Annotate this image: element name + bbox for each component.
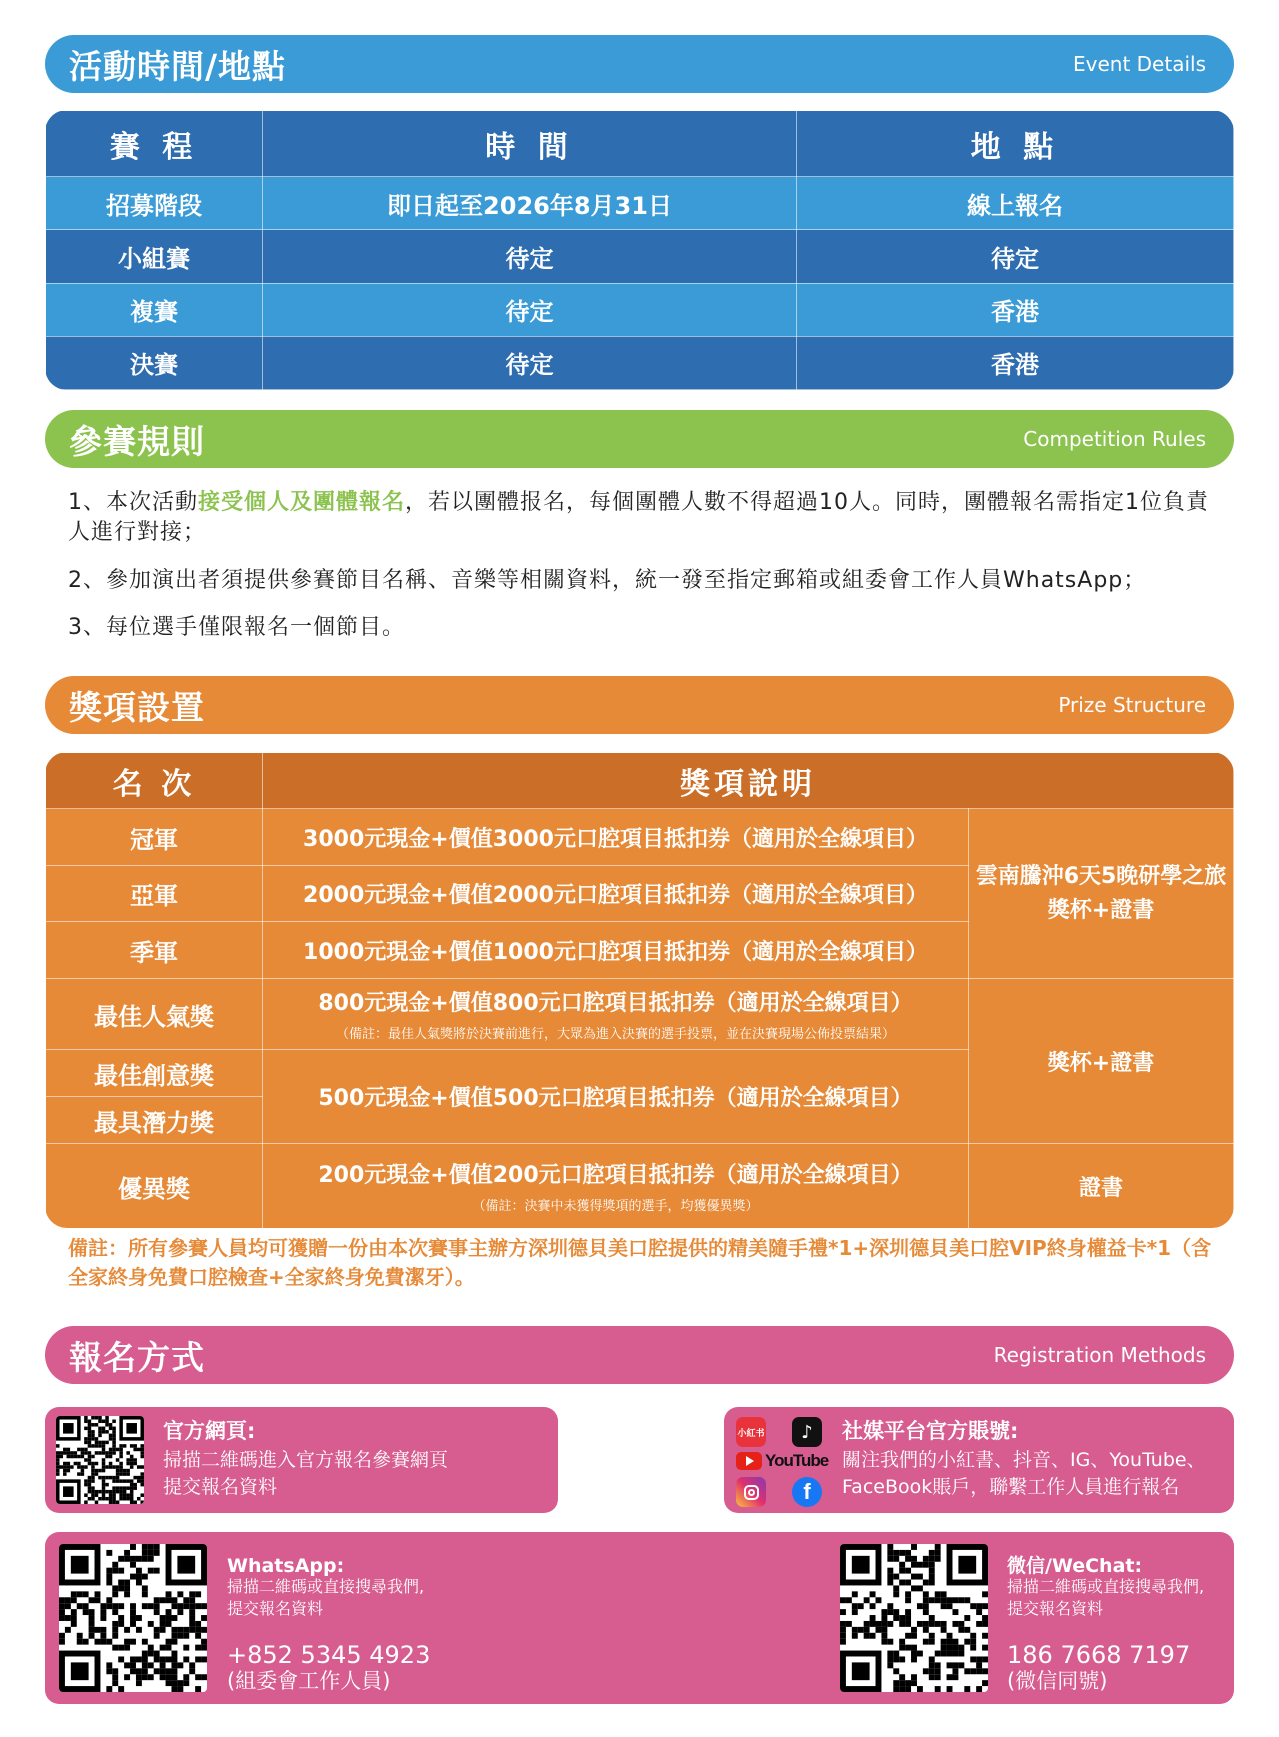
registration-title: 報名方式 (69, 1337, 205, 1377)
time-cell: 待定 (263, 230, 797, 283)
rank-merit: 優異獎 (46, 1144, 263, 1229)
top3-extra: 雲南騰沖6天5晚研學之旅 獎杯+證書 (969, 809, 1234, 979)
time-cell: 待定 (263, 336, 797, 389)
rules-banner (45, 410, 1234, 468)
header-desc: 獎項說明 (263, 753, 1234, 809)
desc-champion: 3000元現金+價值3000元口腔項目抵扣券（適用於全線項目） (263, 809, 969, 866)
merit-note: （備註：決賽中未獲得獎項的選手，均獲優異獎） (472, 1199, 759, 1214)
event-table (45, 110, 1234, 390)
facebook-icon[interactable]: f (792, 1477, 822, 1507)
rule-2: 2、參加演出者須提供參賽節目名稱、音樂等相關資料，統一發至指定郵箱或組委會工作人員WhatsApp； (68, 568, 1147, 593)
tiktok-icon[interactable]: ♪ (792, 1417, 822, 1447)
table-row (46, 230, 1234, 283)
rank-creative: 最佳創意獎 (46, 1050, 263, 1097)
merit-extra: 證書 (969, 1144, 1234, 1229)
event-banner (45, 35, 1234, 93)
stage-cell: 複賽 (46, 283, 263, 336)
whatsapp-line-1: 掃描二維碼或直接搜尋我們, (227, 1577, 425, 1596)
registration-banner (45, 1326, 1234, 1384)
mid-extra: 獎杯+證書 (969, 979, 1234, 1144)
prizes-en-title: Prize Structure (1058, 693, 1206, 717)
registration-en-title: Registration Methods (993, 1343, 1206, 1367)
rank-popular: 最佳人氣獎 (46, 979, 263, 1050)
wechat-phone[interactable]: 186 7668 7197 (微信同號) (1007, 1641, 1191, 1693)
table-row (46, 336, 1234, 389)
event-en-title: Event Details (1073, 52, 1206, 76)
desc-second: 2000元現金+價值2000元口腔項目抵扣券（適用於全線項目） (263, 866, 969, 922)
header-stage: 賽 程 (46, 111, 263, 177)
event-title: 活動時間/地點 (69, 46, 287, 86)
youtube-icon[interactable]: YouTube (736, 1451, 828, 1471)
place-cell: 香港 (797, 336, 1234, 389)
prizes-banner (45, 676, 1234, 734)
whatsapp-title: WhatsApp: (227, 1555, 345, 1577)
wechat-line-1: 掃描二維碼或直接搜尋我們, (1007, 1577, 1205, 1596)
table-row (46, 177, 1234, 230)
web-title: 官方網頁: (163, 1419, 256, 1443)
web-qr-code[interactable] (56, 1416, 144, 1504)
table-row (46, 809, 1234, 866)
rank-champion: 冠軍 (46, 809, 263, 866)
place-cell: 待定 (797, 230, 1234, 283)
header-rank: 名 次 (46, 753, 263, 809)
header-place: 地 點 (797, 111, 1234, 177)
popular-note: （備註：最佳人氣獎將於決賽前進行，大眾為進入決賽的選手投票，並在決賽現場公佈投票結果） (335, 1027, 895, 1042)
wechat-title: 微信/WeChat: (1007, 1555, 1143, 1577)
rules-en-title: Competition Rules (1023, 427, 1206, 451)
rule-3: 3、每位選手僅限報名一個節目。 (68, 615, 405, 640)
desc-popular: 800元現金+價值800元口腔項目抵扣券（適用於全線項目） （備註：最佳人氣獎將於決賽前進行，大眾為進入決賽的選手投票，並在決賽現場公佈投票結果） (263, 979, 969, 1050)
table-row (46, 283, 1234, 336)
prize-footnote: 備註：所有參賽人員均可獲贈一份由本次賽事主辦方深圳德貝美口腔提供的精美隨手禮*1+深圳德貝美口腔VIP終身權益卡*1（含全家終身免費口腔檢查+全家終身免費潔牙）。 (68, 1236, 1212, 1289)
social-card (724, 1407, 1234, 1513)
rule-1: 1、本次活動接受個人及團體報名，若以團體报名，每個團體人數不得超過10人。同時，團體報名需指定1位負責人進行對接； (68, 490, 1210, 545)
instagram-icon[interactable] (736, 1477, 766, 1507)
wechat-line-2: 提交報名資料 (1007, 1599, 1104, 1618)
web-card (45, 1407, 558, 1513)
rules-title: 參賽規則 (69, 421, 205, 461)
desc-creative-potential: 500元現金+價值500元口腔項目抵扣券（適用於全線項目） (263, 1050, 969, 1144)
rank-potential: 最具潛力獎 (46, 1097, 263, 1144)
contact-card (45, 1532, 1234, 1704)
prizes-title: 獎項設置 (69, 687, 205, 727)
whatsapp-qr-code[interactable] (59, 1544, 207, 1692)
rank-third: 季軍 (46, 922, 263, 979)
rule-highlight: 接受個人及團體報名 (198, 490, 406, 515)
whatsapp-phone-note: (組委會工作人員) (227, 1669, 391, 1693)
whatsapp-line-2: 提交報名資料 (227, 1599, 324, 1618)
place-cell: 香港 (797, 283, 1234, 336)
desc-merit: 200元現金+價值200元口腔項目抵扣券（適用於全線項目） （備註：決賽中未獲得獎項的選手，均獲優異獎） (263, 1144, 969, 1229)
social-line-2: FaceBook賬戶，聯繫工作人員進行報名 (842, 1476, 1180, 1498)
table-row (46, 1144, 1234, 1229)
social-title: 社媒平台官方賬號: (842, 1419, 1019, 1443)
time-cell: 待定 (263, 283, 797, 336)
stage-cell: 小組賽 (46, 230, 263, 283)
social-line-1: 關注我們的小紅書、抖音、IG、YouTube、 (842, 1449, 1206, 1471)
prize-table (45, 752, 1234, 1228)
desc-third: 1000元現金+價值1000元口腔項目抵扣券（適用於全線項目） (263, 922, 969, 979)
stage-cell: 決賽 (46, 336, 263, 389)
xiaohongshu-icon[interactable]: 小紅书 (736, 1417, 766, 1447)
place-cell: 線上報名 (797, 177, 1234, 230)
wechat-qr-code[interactable] (840, 1544, 988, 1692)
time-cell: 即日起至2026年8月31日 (263, 177, 797, 230)
header-time: 時 間 (263, 111, 797, 177)
table-row (46, 979, 1234, 1050)
whatsapp-phone[interactable]: +852 5345 4923 (組委會工作人員) (227, 1641, 431, 1693)
wechat-phone-note: (微信同號) (1007, 1669, 1108, 1693)
web-line-1: 掃描二維碼進入官方報名參賽網頁 (163, 1449, 449, 1471)
web-line-2: 提交報名資料 (163, 1476, 278, 1498)
stage-cell: 招募階段 (46, 177, 263, 230)
rank-second: 亞軍 (46, 866, 263, 922)
